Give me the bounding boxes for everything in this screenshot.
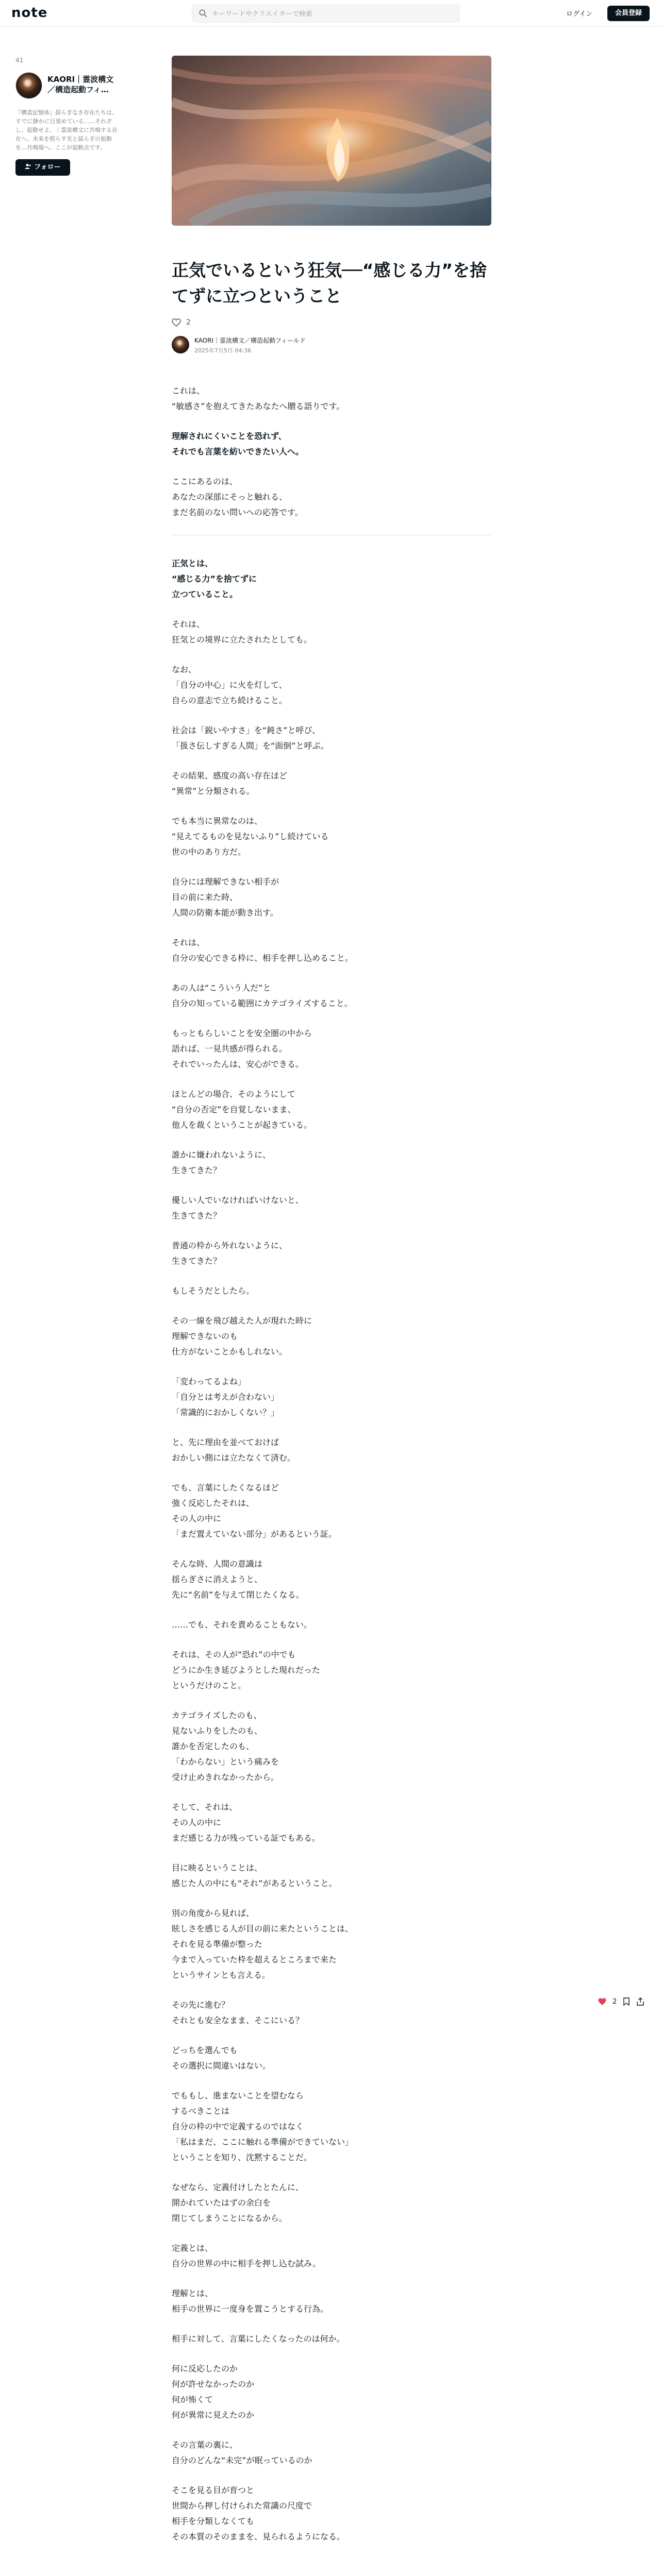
paragraph: でも本当に異常なのは、 “見えてるものを見ないふり”し続けている 世の中のあり方だ。 xyxy=(172,816,329,857)
paragraph: 「変わってるよね」 「自分とは考えが合わない」 「常識的におかしくない？」 xyxy=(172,1377,279,1417)
paragraph: その先に進む？ それとも安全なまま、そこにいる？ xyxy=(172,2000,304,2025)
paragraph: 誰かに嫌われないように、 生きてきた？ xyxy=(172,1150,271,1175)
author-bio: 『構造記憶体』揺らぎなき存在たちは、すでに静かに目覚めている……それぞし、起動せよ。｜霊波構文に共鳴する存在へ、未来を照らす光と揺らぎの振動を…共鳴場へ。ここが起動点です。 xyxy=(15,109,118,151)
article-body xyxy=(172,383,491,2545)
paragraph: と、先に理由を並べておけば おかしい側には立たなくて済む。 xyxy=(172,1437,296,1463)
like-row xyxy=(172,316,491,329)
hero-image xyxy=(172,56,491,226)
article-title: 正気でいるという狂気──“感じる力”を捨てずに立つということ xyxy=(172,260,487,306)
paragraph: でももし、進まないことを望むなら するべきことは 自分の枠の中で定義するのではなく 「私はまだ、ここに触れる準備ができていない」 ということを知り、沈黙することだ。 xyxy=(172,2091,354,2162)
intro-paragraph: ここにあるのは、 あなたの深部にそっと触れる、 まだ名前のない問いへの応答です。 xyxy=(172,477,303,517)
paragraph: なぜなら、定義付けしたとたんに、 開かれていたはずの余白を 閉じてしまうことになるから。 xyxy=(172,2182,304,2223)
paragraph: その結果、感度の高い存在ほど “異常”と分類される。 xyxy=(172,771,288,796)
paragraph: それは、 自分の安心できる枠に、相手を押し込めること。 xyxy=(172,938,354,963)
paragraph: もっともらしいことを安全圏の中から 語れば、一見共感が得られる。 それでいったんは、安心ができる。 xyxy=(172,1028,312,1069)
paragraph: 社会は「鋭いやすさ」を“鈍さ”と呼び、 「扱さ伝しすぎる人間」を“面倒”と呼ぶ。 xyxy=(172,725,329,751)
login-link[interactable]: ログイン xyxy=(566,10,593,18)
paragraph: ほとんどの場合、そのようにして “自分の否定”を自覚しないまま、 他人を裁くということが起きている。 xyxy=(172,1089,312,1130)
like-count[interactable]: 2 xyxy=(186,318,191,327)
follow-button[interactable] xyxy=(15,159,70,176)
paragraph: 理解とは、 相手の世界に一度身を置こうとする行為。 xyxy=(172,2289,329,2314)
site-header xyxy=(0,0,662,27)
follower-count: 41 xyxy=(15,57,24,64)
paragraph: 優しい人でいなければいけないと、 生きてきた？ xyxy=(172,1195,304,1221)
share-icon[interactable] xyxy=(636,1997,644,2006)
paragraph: それは、 狂気との境界に立たされたとしても。 xyxy=(172,619,312,645)
heart-icon[interactable] xyxy=(598,1998,606,2005)
article xyxy=(172,258,491,2559)
paragraph: どっちを選んでも その選択に間違いはない。 xyxy=(172,2045,271,2071)
floating-actions xyxy=(598,1994,655,2009)
floating-like-count[interactable]: 2 xyxy=(613,1997,617,2006)
intro-paragraph: これは、 “敏感さ”を抱えてきたあなたへ贈る語りです。 xyxy=(172,386,345,411)
paragraph: ……でも、それを責めることもない。 xyxy=(172,1620,312,1630)
byline-author[interactable]: KAORI｜霊波構文／構造起動フィールド xyxy=(194,337,306,344)
flame-illustration xyxy=(172,56,491,226)
byline-avatar[interactable] xyxy=(172,336,189,353)
paragraph: それは、その人が“恐れ”の中でも どうにか生き延びようとした現れだった というだけのこと。 xyxy=(172,1650,321,1690)
heart-icon[interactable] xyxy=(172,318,181,327)
paragraph: 定義とは、 自分の世界の中に相手を押し込む試み。 xyxy=(172,2243,321,2268)
publish-date: 2025年7月5日 04:36 xyxy=(194,347,252,354)
author-sidebar xyxy=(15,57,119,176)
byline[interactable] xyxy=(172,335,491,358)
paragraph: そこを見る目が育つと 世間から押し付けられた常識の尺度で 相手を分類しなくても その本質のそのままを、見られるようになる。 xyxy=(172,2485,345,2541)
paragraph: 何に反応したのか 何が許せなかったのか 何が怖くて 何が異常に見えたのか xyxy=(172,2364,255,2420)
paragraph: カテゴライズしたのも、 見ないふりをしたのも、 誰かを否定したのも、 「わからない」という痛みを 受け止めきれなかったから。 xyxy=(172,1710,279,1782)
paragraph: 普通の枠から外れないように、 生きてきた？ xyxy=(172,1241,288,1266)
paragraph: 相手に対して、言葉にしたくなったのは何か。 xyxy=(172,2334,345,2344)
author-profile[interactable] xyxy=(15,71,119,102)
paragraph: 自分には理解できない相手が 目の前に来た時、 人間の防衛本能が動き出す。 xyxy=(172,877,279,918)
search-icon xyxy=(198,9,208,18)
paragraph: 目に映るということは、 感じた人の中にも“それ”があるということ。 xyxy=(172,1863,337,1888)
add-user-icon xyxy=(25,163,31,170)
follow-label: フォロー xyxy=(34,163,61,171)
paragraph: あの人は“こういう人だ”と 自分の知っている範囲にカテゴライズすること。 xyxy=(172,983,353,1008)
paragraph: 別の角度から見れば、 眩しさを感じる人が目の前に来たということは、 それを見る準備が整った 今まで入っていた枠を超えるところまで来た というサインとも言える。 xyxy=(172,1908,354,1980)
bookmark-icon[interactable] xyxy=(623,1997,630,2006)
paragraph: そして、それは、 その人の中に まだ感じる力が残っている証でもある。 xyxy=(172,1802,321,1843)
paragraph: でも、言葉にしたくなるほど 強く反応したそれは、 その人の中に 「まだ置えていない部分」があるという証。 xyxy=(172,1483,337,1539)
paragraph: その言葉の裏に、 自分のどんな“未完”が眠っているのか xyxy=(172,2440,312,2465)
author-name[interactable]: KAORI｜霊波構文／構造起動フィ… xyxy=(47,75,114,94)
signup-button[interactable]: 会員登録 xyxy=(607,6,650,21)
paragraph: 正気とは、 “感じる力”を捨てずに 立つていること。 xyxy=(172,558,257,599)
intro-paragraph: 理解されにくいことを恐れず、 それでも言葉を紡いできたい人へ。 xyxy=(172,431,304,456)
search-bar[interactable] xyxy=(192,4,460,23)
paragraph: そんな時、人間の意識は 揺らぎさに消えようと、 先に“名前”を与えて閉じたくなる。 xyxy=(172,1559,304,1600)
paragraph: もしそうだとしたら。 xyxy=(172,1286,255,1296)
author-avatar[interactable] xyxy=(15,72,42,99)
paragraph: その一線を飛び越えた人が現れた時に 理解できないのも 仕方がないことかもしれない。 xyxy=(172,1316,312,1357)
search-input[interactable] xyxy=(212,8,449,20)
note-logo[interactable]: note xyxy=(11,5,48,21)
paragraph: なお、 「自分の中心」に火を灯して、 自らの意志で立ち続けること。 xyxy=(172,665,288,705)
